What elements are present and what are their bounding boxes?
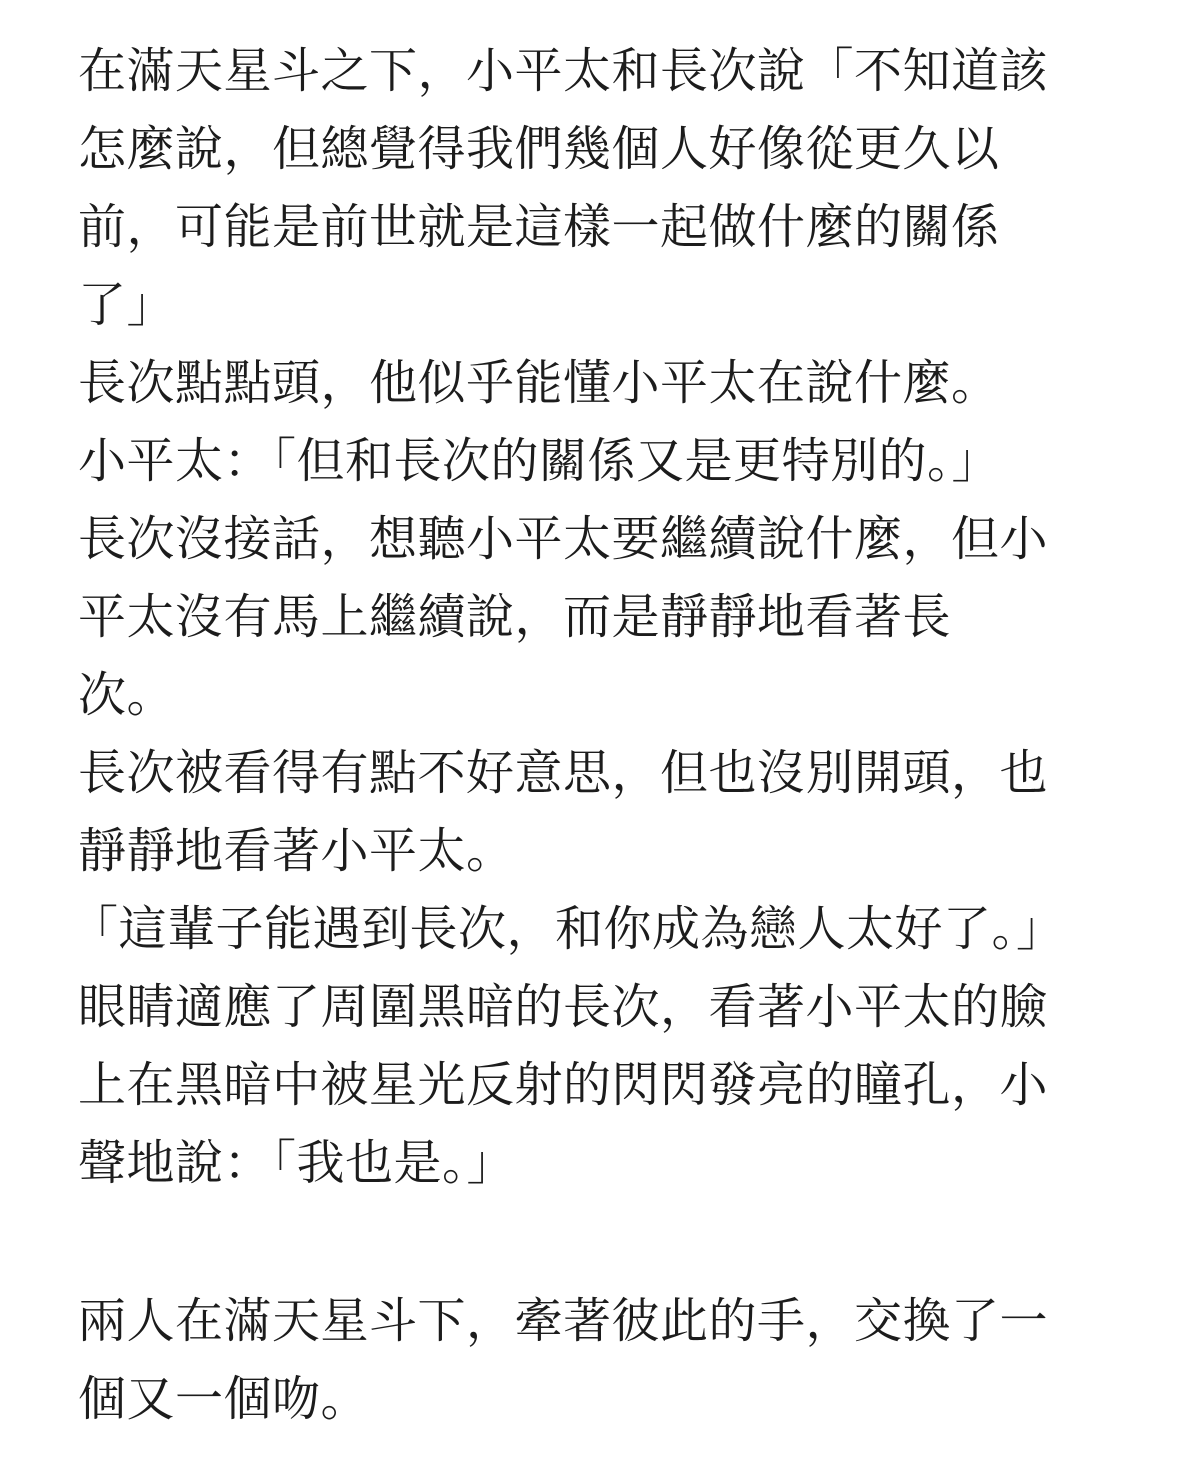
text-line: 上在黑暗中被星光反射的閃閃發亮的瞳孔，小 [78, 1057, 1049, 1113]
text-line: 平太沒有馬上繼續說，而是靜靜地看著長 [78, 589, 952, 645]
text-line: 前，可能是前世就是這樣一起做什麼的關係 [78, 199, 1000, 255]
text-line: 兩人在滿天星斗下，牽著彼此的手，交換了一 [78, 1293, 1049, 1349]
text-line: 了」 [78, 277, 176, 333]
text-line: 長次被看得有點不好意思，但也沒別開頭，也 [78, 745, 1049, 801]
text-line: 小平太：「但和長次的關係又是更特別的。」 [78, 433, 1001, 489]
text-line: 靜靜地看著小平太。 [78, 823, 515, 879]
text-line: 在滿天星斗之下，小平太和長次說「不知道該 [78, 43, 1049, 99]
text-line: 怎麼說，但總覺得我們幾個人好像從更久以 [78, 121, 1000, 177]
text-line: 次。 [78, 667, 176, 723]
text-line: 長次沒接話，想聽小平太要繼續說什麼，但小 [78, 511, 1049, 567]
text-line: 眼睛適應了周圍黑暗的長次，看著小平太的臉 [78, 979, 1049, 1035]
text-line: 聲地說：「我也是。」 [78, 1135, 516, 1191]
text-line: 「這輩子能遇到長次，和你成為戀人太好了。」 [70, 901, 1065, 957]
text-line: 個又一個吻。 [78, 1371, 370, 1427]
text-line: 長次點點頭，他似乎能懂小平太在說什麼。 [78, 355, 1000, 411]
